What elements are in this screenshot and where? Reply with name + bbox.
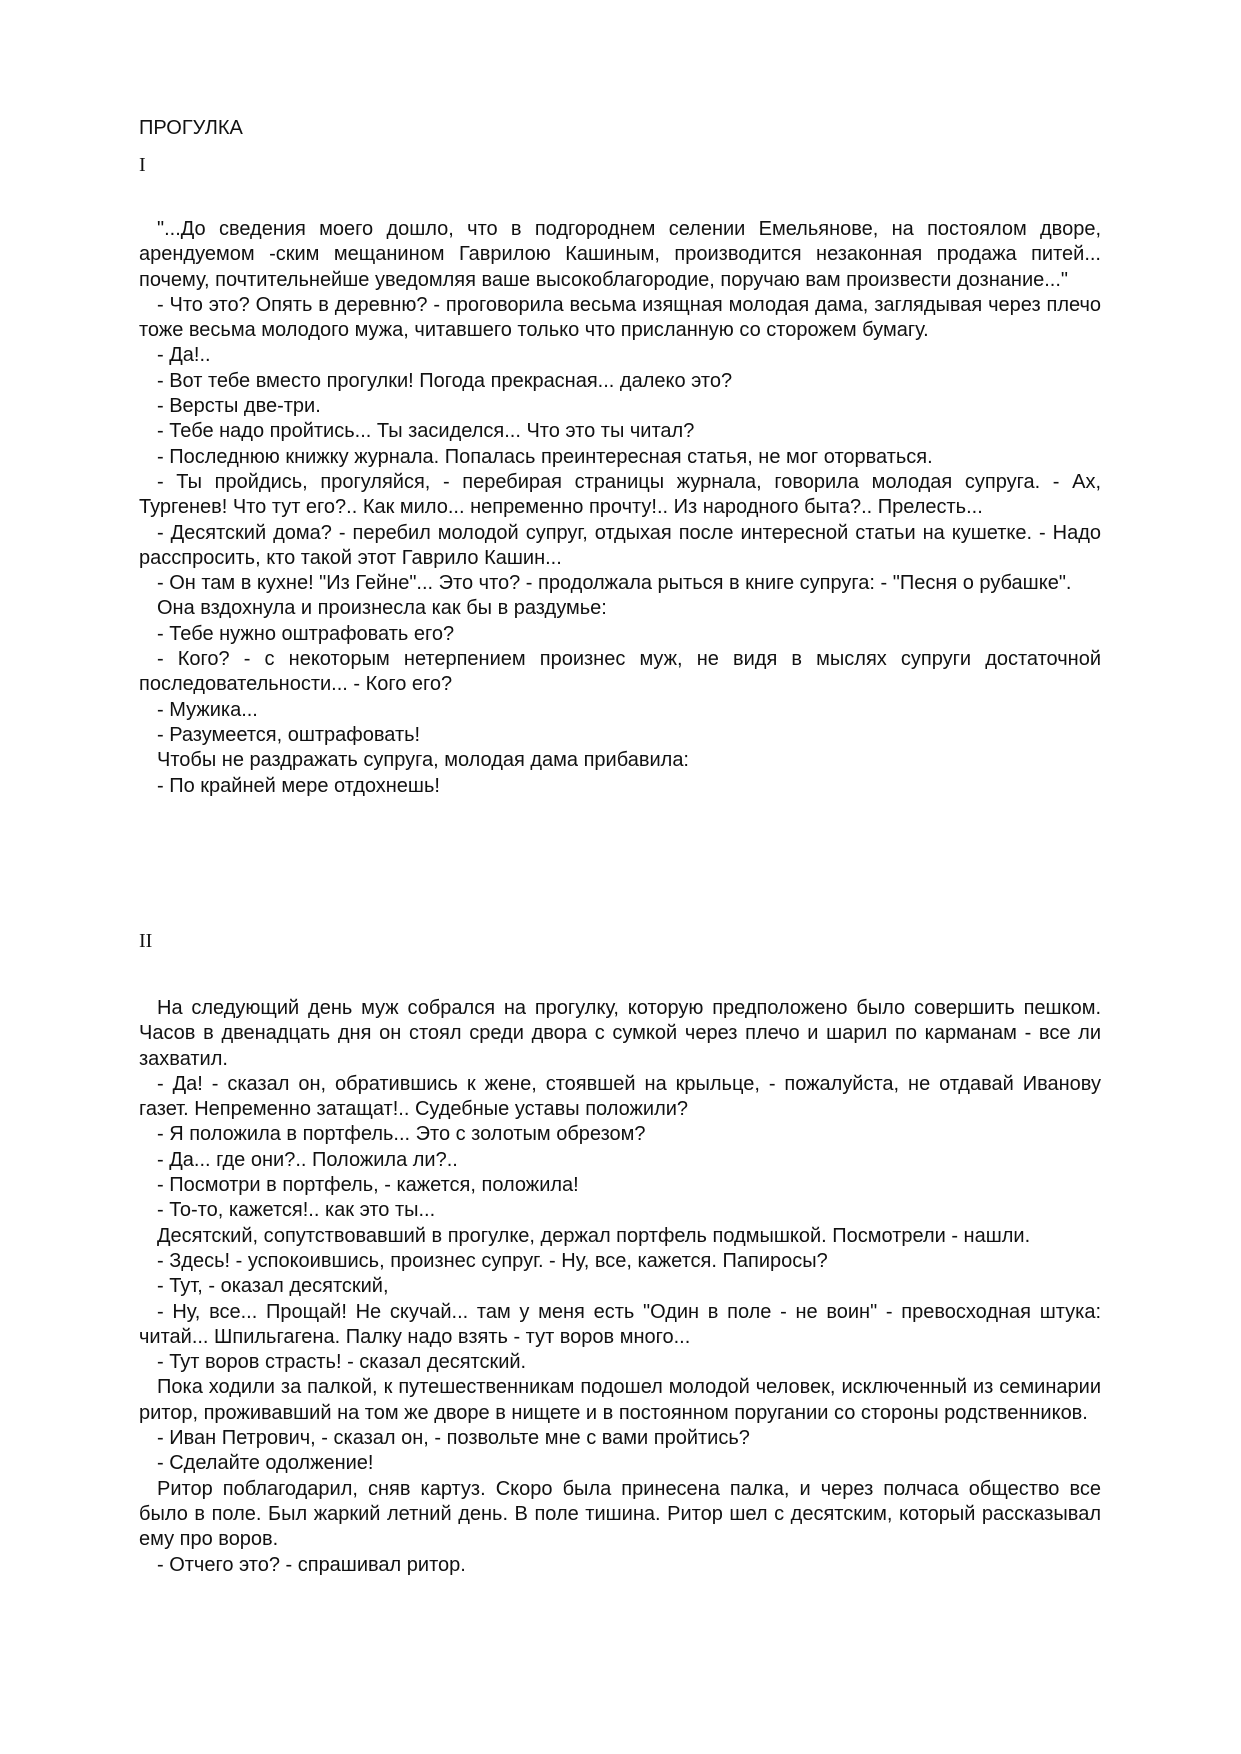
paragraph: Десятский, сопутствовавший в прогулке, держал портфель подмышкой. Посмотрели - нашли. [157, 1224, 1031, 1247]
paragraph: - Посмотри в портфель, - кажется, положила! [157, 1174, 579, 1197]
paragraph: Ритор поблагодарил, сняв картуз. Скоро была принесена палка, и через полчаса общество все было в поле. Был жаркий летний день. В поле тишина. Ритор шел с десятским, который рассказывал ему про воров. [139, 1477, 1101, 1551]
paragraph: - Тебе надо пройтись... Ты засиделся... Что это ты читал? [157, 420, 695, 443]
paragraph: - Да... где они?.. Положила ли?.. [157, 1148, 458, 1171]
paragraph: - Мужика... [157, 698, 258, 721]
paragraph: - Да! - сказал он, обратившись к жене, стоявшей на крыльце, - пожалуйста, не отдавай Иванову газет. Непременно затащат!.. Судебные уставы положили? [139, 1072, 1101, 1121]
paragraph: - Иван Петрович, - сказал он, - позвольте мне с вами пройтись? [157, 1427, 750, 1450]
paragraph: - Тебе нужно оштрафовать его? [157, 622, 455, 645]
paragraph: - То-то, кажется!.. как это ты... [157, 1199, 436, 1222]
paragraph: - Я положила в портфель... Это с золотым обрезом? [157, 1123, 646, 1146]
paragraph: - Сделайте одолжение! [157, 1452, 374, 1475]
paragraph: - Он там в кухне! "Из Гейне"... Это что? - продолжала рыться в книге супруга: - "Песня о рубашке". [157, 572, 1072, 595]
paragraph: - Кого? - с некоторым нетерпением произнес муж, не видя в мыслях супруги достаточной последовательности... - Кого его? [139, 648, 1101, 696]
paragraph: Пока ходили за палкой, к путешественникам подошел молодой человек, исключенный из семинарии ритор, проживавший на том же дворе в нищете и в постоянном поругании со стороны родственников. [139, 1376, 1101, 1424]
section-2-text [139, 996, 1101, 1578]
paragraph: - Десятский дома? - перебил молодой супруг, отдыхая после интересной статьи на кушетке. - Надо расспросить, кто такой этот Гаврило Кашин... [139, 521, 1101, 569]
paragraph: На следующий день муж собрался на прогулку, которую предположено было совершить пешком. Часов в двенадцать дня он стоял среди двора с сумкой через плечо и шарил по карманам - все ли захватил. [139, 997, 1101, 1070]
paragraph: - Что это? Опять в деревню? - проговорила весьма изящная молодая дама, заглядывая через плечо тоже весьма молодого мужа, читавшего только что присланную со сторожем бумагу. [139, 293, 1101, 342]
paragraph: - По крайней мере отдохнешь! [157, 774, 440, 797]
paragraph: - Тут, - оказал десятский, [157, 1275, 389, 1298]
story-title: ПРОГУЛКА [139, 117, 243, 139]
section-number-2: II [139, 930, 153, 952]
paragraph: - Да!.. [157, 344, 211, 367]
paragraph: - Последнюю книжку журнала. Попалась преинтересная статья, не мог оторваться. [157, 445, 933, 468]
paragraph: "...До сведения моего дошло, что в подгороднем селении Емельянове, на постоялом дворе, арендуемом -ским мещанином Гаврилою Кашиным, производится незаконная продажа питей... почему, почтительнейше уведомляя ваше высокоблагородие, поручаю вам произвести дознание..." [139, 218, 1101, 291]
paragraph: - Ну, все... Прощай! Не скучай... там у меня есть "Один в поле - не воин" - превосходная штука: читай... Шпильгагена. Палку надо взять - тут воров много... [139, 1300, 1101, 1348]
section-1-text [139, 217, 1101, 799]
paragraph: - Тут воров страсть! - сказал десятский. [157, 1351, 527, 1374]
paragraph: - Версты две-три. [157, 395, 321, 418]
paragraph: Она вздохнула и произнесла как бы в раздумье: [157, 597, 607, 620]
paragraph: - Отчего это? - спрашивал ритор. [157, 1553, 466, 1576]
paragraph: - Ты пройдись, прогуляйся, - перебирая страницы журнала, говорила молодая супруга. - Ах, Тургенев! Что тут его?.. Как мило... непременно прочту!.. Из народного быта?.. Прелесть... [139, 470, 1101, 519]
paragraph: Чтобы не раздражать супруга, молодая дама прибавила: [157, 749, 689, 772]
paragraph: - Вот тебе вместо прогулки! Погода прекрасная... далеко это? [157, 369, 733, 392]
paragraph: - Разумеется, оштрафовать! [157, 723, 421, 746]
paragraph: - Здесь! - успокоившись, произнес супруг. - Ну, все, кажется. Папиросы? [157, 1249, 828, 1272]
section-number-1: I [139, 154, 146, 176]
